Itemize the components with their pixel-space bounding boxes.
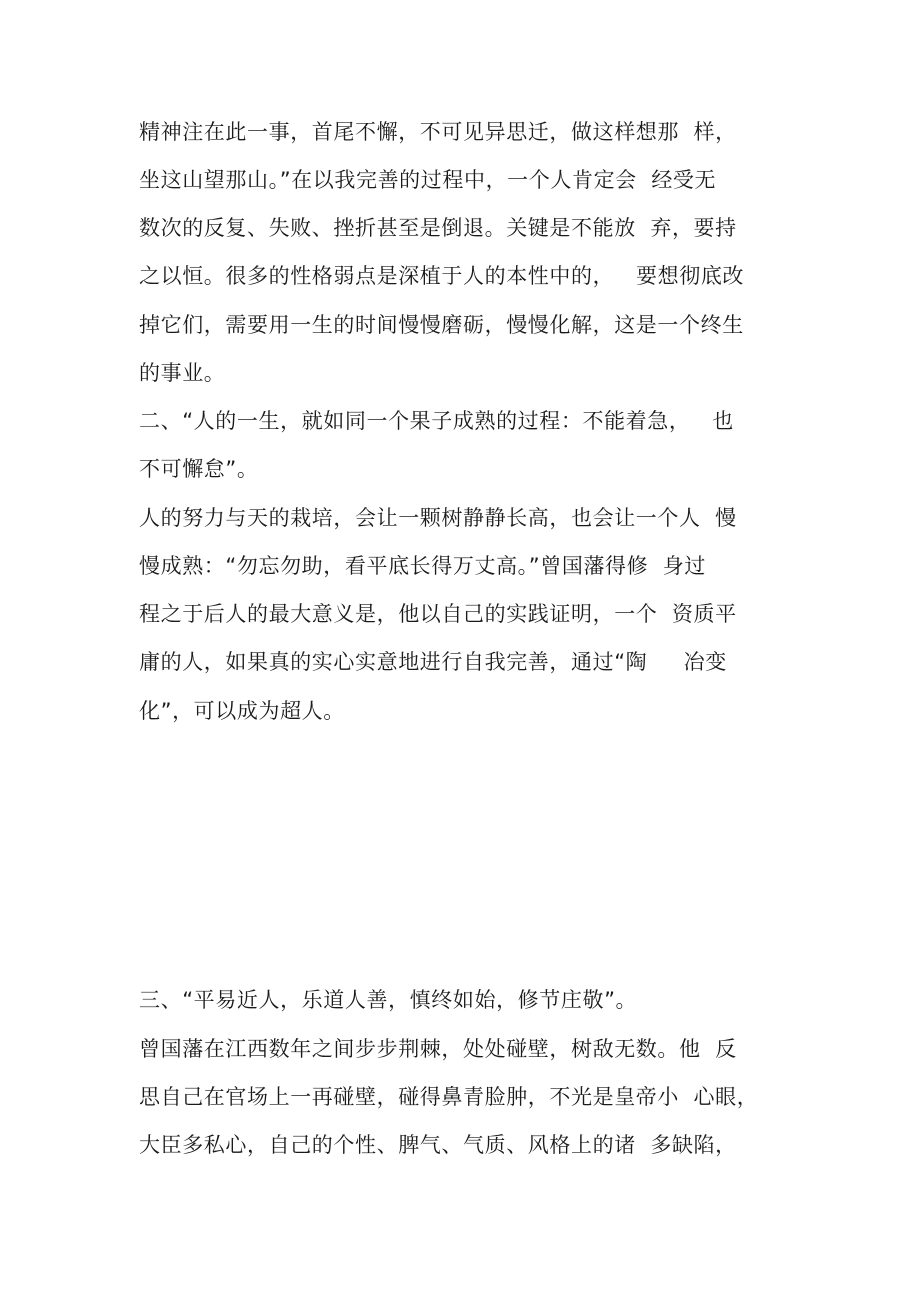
paragraph-line: 曾国藩在江西数年之间步步荆棘，处处碰壁，树敌无数。他 反 bbox=[139, 1037, 737, 1061]
paragraph-line: 掉它们，需要用一生的时间慢慢磨砺，慢慢化解，这是一个终生 bbox=[139, 313, 744, 337]
paragraph-line: 思自己在官场上一再碰壁，碰得鼻青脸肿，不光是皇帝小 心眼， bbox=[139, 1085, 759, 1109]
paragraph-line: 精神注在此一事，首尾不懈，不可见异思迁，做这样想那 样， bbox=[139, 120, 737, 144]
paragraph-line: 之以恒。很多的性格弱点是深植于人的本性中的， 要想彻底改 bbox=[139, 264, 745, 288]
paragraph-line: 化”，可以成为超人。 bbox=[139, 699, 345, 723]
paragraph-line: 程之于后人的最大意义是，他以自己的实践证明，一个 资质平 bbox=[139, 602, 737, 626]
paragraph-line: 人的努力与天的栽培，会让一颗树静静长高，也会让一个人 慢 bbox=[139, 506, 737, 530]
paragraph-line: 坐这山望那山。”在以我完善的过程中，一个人肯定会 经受无 bbox=[139, 168, 717, 192]
paragraph-line: 的事业。 bbox=[139, 361, 226, 385]
section-heading: 三、“平易近人，乐道人善，慎终如始，修节庄敬”。 bbox=[139, 988, 638, 1012]
section-heading-line: 二、“人的一生，就如同一个果子成熟的过程：不能着急， 也 bbox=[139, 409, 734, 433]
paragraph-line: 庸的人，如果真的实心实意地进行自我完善，通过“陶 冶变 bbox=[139, 650, 727, 674]
paragraph-line: 慢成熟：“勿忘勿助，看平底长得万丈高。”曾国藩得修 身过 bbox=[139, 554, 707, 578]
section-heading-line: 不可懈怠”。 bbox=[139, 457, 259, 481]
paragraph-line: 数次的反复、失败、挫折甚至是倒退。关键是不能放 弃，要持 bbox=[139, 216, 737, 240]
paragraph-line: 大臣多私心，自己的个性、脾气、气质、风格上的诸 多缺陷， bbox=[139, 1133, 737, 1157]
